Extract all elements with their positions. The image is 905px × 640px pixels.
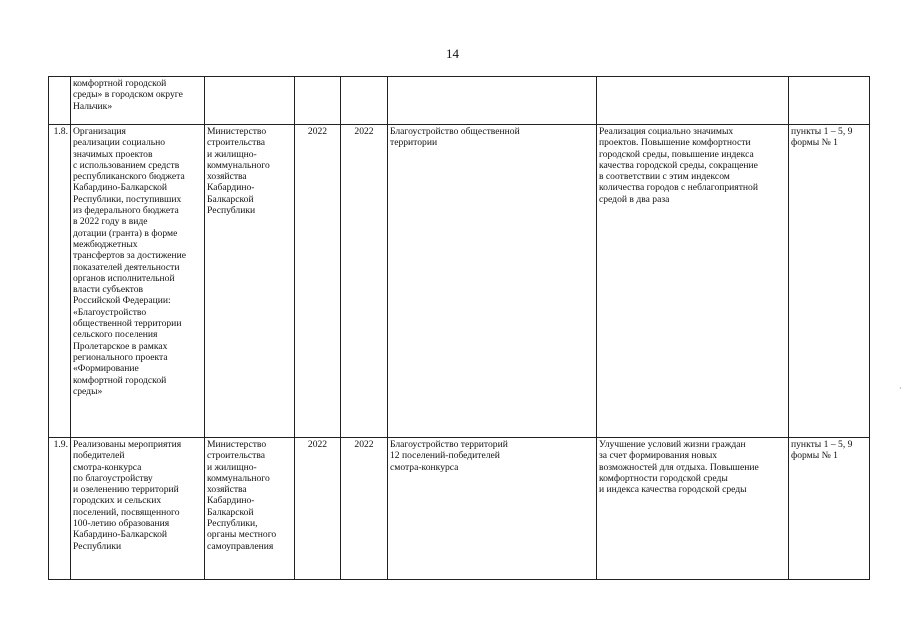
scan-mark: ·: [899, 384, 902, 393]
start-year: [295, 77, 341, 125]
event-name: комфортной городской среды» в городском округе Нальчик»: [71, 77, 205, 125]
result-short: Благоустройство общественной территории: [388, 125, 597, 438]
indicator-link: пункты 1 – 5, 9 формы № 1: [789, 125, 870, 438]
end-year: 2022: [341, 438, 388, 580]
result-description: [597, 77, 789, 125]
start-year: 2022: [295, 438, 341, 580]
result-description: Улучшение условий жизни граждан за счет формирования новых возможностей для отдыха. Повышение комфортности городской среды и индекса качества городской среды: [597, 438, 789, 580]
table-row: [49, 77, 870, 125]
row-number: 1.9.: [49, 438, 71, 580]
indicator-link: пункты 1 – 5, 9 формы № 1: [789, 438, 870, 580]
measures-table: [48, 76, 870, 580]
result-short: Благоустройство территорий 12 поселений-победителей смотра-конкурса: [388, 438, 597, 580]
event-name: Организация реализации социально значимых проектов с использованием средств республиканского бюджета Кабардино-Балкарской Республики, поступивших из федерального бюджета в 2022 году в виде дотации (гранта) в форме межбюджетных трансфертов за достижение показателей деятельности органов исполнительной власти субъектов Российской Федерации: «Благоустройство общественной территории сельского поселения Пролетарское в рамках регионального проекта «Формирование комфортной городской среды»: [71, 125, 205, 438]
table-row: [49, 125, 870, 438]
executor: Министерство строительства и жилищно- коммунального хозяйства Кабардино- Балкарской Республики, органы местного самоуправления: [205, 438, 295, 580]
result-short: [388, 77, 597, 125]
start-year: 2022: [295, 125, 341, 438]
row-number: 1.8.: [49, 125, 71, 438]
table-row: [49, 438, 870, 580]
indicator-link: [789, 77, 870, 125]
executor: Министерство строительства и жилищно- коммунального хозяйства Кабардино- Балкарской Республики: [205, 125, 295, 438]
event-name: Реализованы мероприятия победителей смотра-конкурса по благоустройству и озеленению территорий городских и сельских поселений, посвященного 100-летию образования Кабардино-Балкарской Республики: [71, 438, 205, 580]
row-number: [49, 77, 71, 125]
end-year: 2022: [341, 125, 388, 438]
result-description: Реализация социально значимых проектов. Повышение комфортности городской среды, повышение индекса качества городской среды, сокращение в соответствии с этим индексом количества городов с неблагоприятной средой в два раза: [597, 125, 789, 438]
page-number: 14: [446, 46, 459, 61]
end-year: [341, 77, 388, 125]
executor: [205, 77, 295, 125]
